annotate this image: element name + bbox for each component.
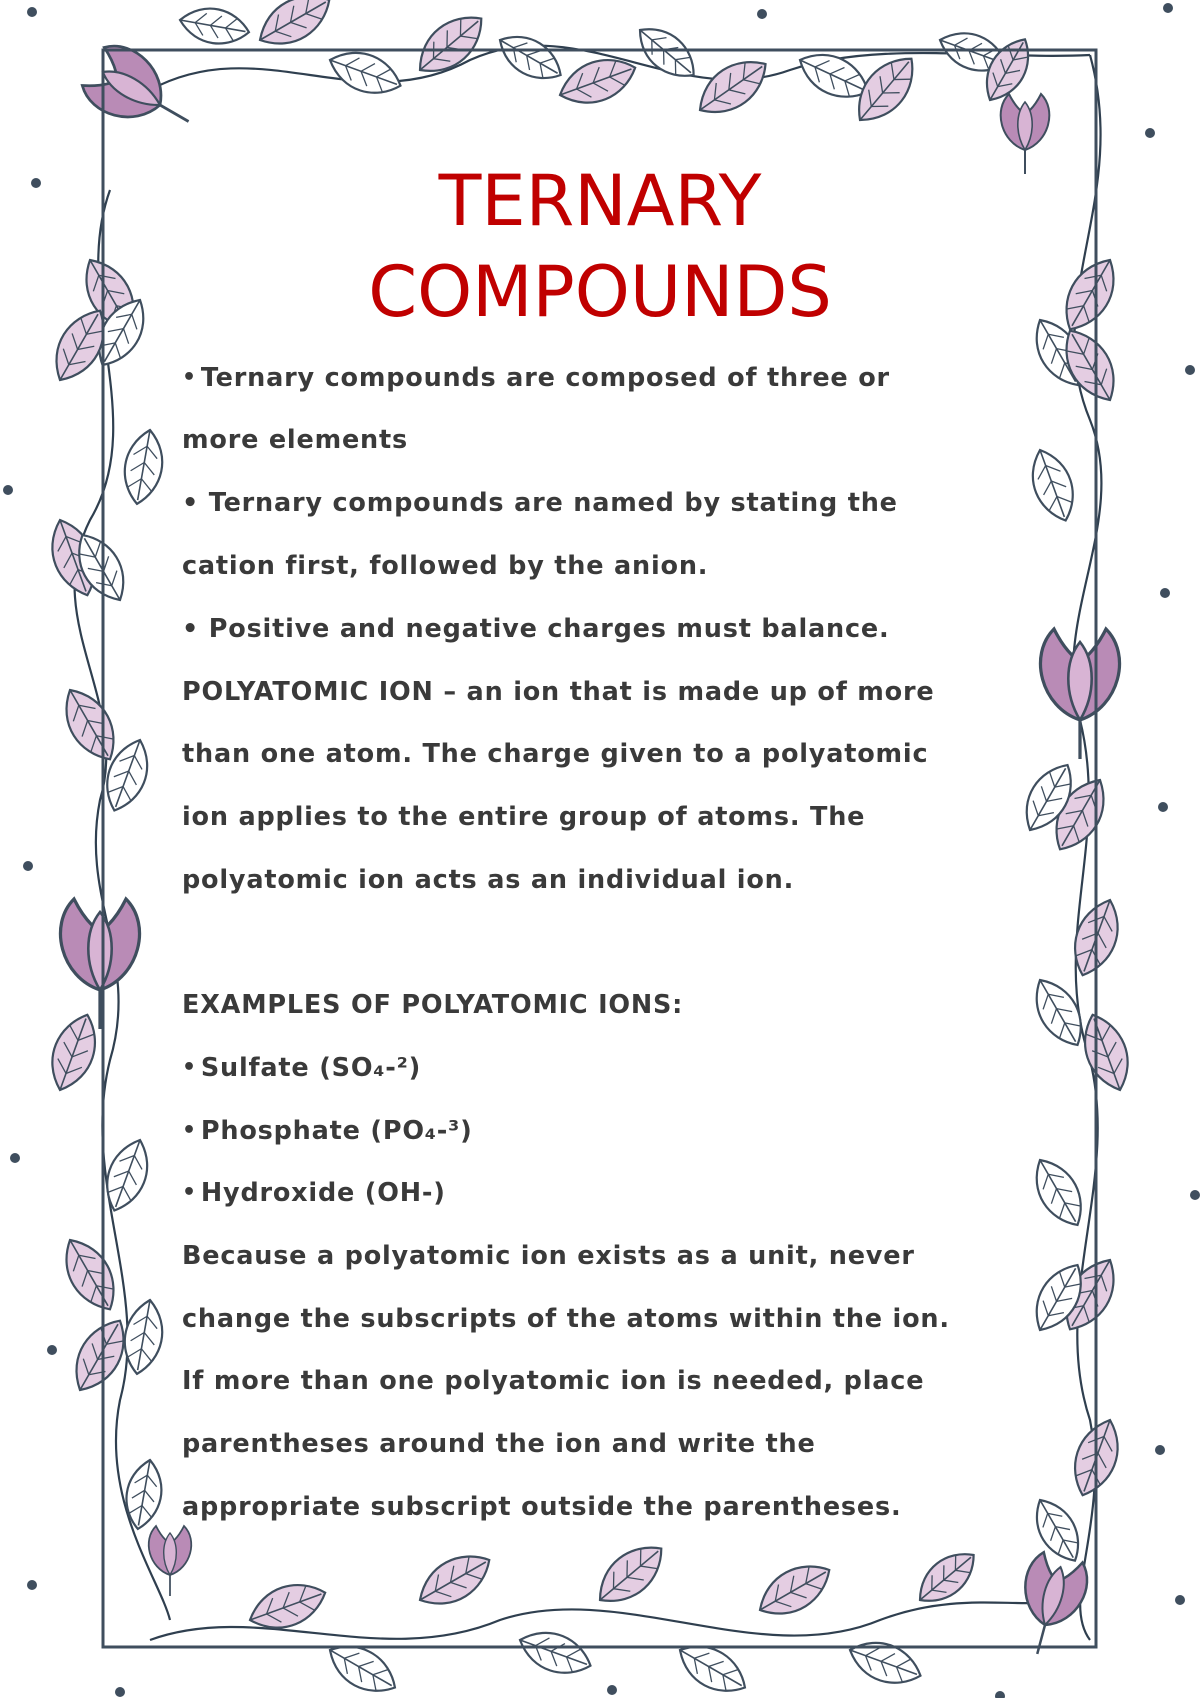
leaf-icon: [250, 0, 339, 57]
leaf-icon: [629, 17, 705, 88]
flower-icon: [1001, 94, 1050, 174]
bullet-item-line: • Ternary compounds are composed of three or: [182, 363, 890, 393]
leaf-icon: [844, 1633, 927, 1693]
flower-icon: [1040, 629, 1119, 759]
leaf-icon: [1074, 1008, 1138, 1097]
leaf-icon: [53, 680, 127, 769]
leaf-icon: [121, 1457, 167, 1532]
leaf-icon: [1024, 1151, 1093, 1234]
leaf-icon: [553, 49, 642, 113]
leaf-icon: [324, 43, 407, 103]
bullet-glyph: •: [182, 1118, 197, 1143]
text-line: change the subscripts of the atoms within the ion.: [182, 1304, 950, 1334]
text-line: than one atom. The charge given to a polyatomic: [182, 739, 929, 769]
leaf-icon: [119, 427, 168, 507]
flower-icon: [149, 1526, 192, 1596]
flower-icon: [77, 38, 206, 151]
text-line: polyatomic ion acts as an individual ion.: [182, 865, 795, 895]
leaf-icon: [750, 1553, 839, 1627]
leaf-icon: [514, 1623, 597, 1683]
leaf-icon: [1023, 444, 1083, 527]
text-line: cation first, followed by the anion.: [182, 551, 709, 581]
text-line: Because a polyatomic ion exists as a unit, never: [182, 1241, 915, 1271]
leaf-icon: [689, 48, 777, 126]
bullet-glyph: •: [182, 1055, 197, 1080]
text-line: parentheses around the ion and write the: [182, 1429, 816, 1459]
text-line: ion applies to the entire group of atoms. The: [182, 802, 866, 832]
bullet-item-line: • Ternary compounds are named by stating the: [182, 488, 898, 518]
leaf-icon: [321, 1634, 404, 1698]
leaf-icon: [407, 4, 493, 85]
flower-icon: [60, 899, 139, 1029]
section-heading: EXAMPLES OF POLYATOMIC IONS:: [182, 990, 684, 1020]
leaf-icon: [671, 1634, 754, 1698]
leaf-icon: [491, 25, 569, 90]
flower-icon: [1008, 1550, 1093, 1662]
leaf-icon: [1024, 971, 1093, 1054]
text-line: If more than one polyatomic ion is needed, place: [182, 1366, 925, 1396]
bullet-item-line: • Positive and negative charges must balance.: [182, 614, 890, 644]
leaf-icon: [587, 1534, 673, 1615]
leaf-icon: [410, 1543, 499, 1617]
leaf-icon: [42, 1008, 106, 1097]
bullet-glyph: •: [182, 365, 197, 390]
text-line: more elements: [182, 425, 408, 455]
text-line: POLYATOMIC ION – an ion that is made up of more: [182, 677, 935, 707]
bullet-item-line: • Hydroxide (OH-): [182, 1178, 446, 1208]
bullet-glyph: •: [182, 1180, 197, 1205]
bullet-item-line: • Phosphate (PO₄-³): [182, 1116, 473, 1146]
title-line-1: TERNARY: [438, 160, 762, 242]
leaf-icon: [177, 3, 252, 49]
title-line-2: COMPOUNDS: [368, 251, 832, 333]
text-line: appropriate subscript outside the parentheses.: [182, 1492, 902, 1522]
leaf-icon: [1025, 1491, 1090, 1569]
bullet-item-line: • Sulfate (SO₄-²): [182, 1053, 422, 1083]
